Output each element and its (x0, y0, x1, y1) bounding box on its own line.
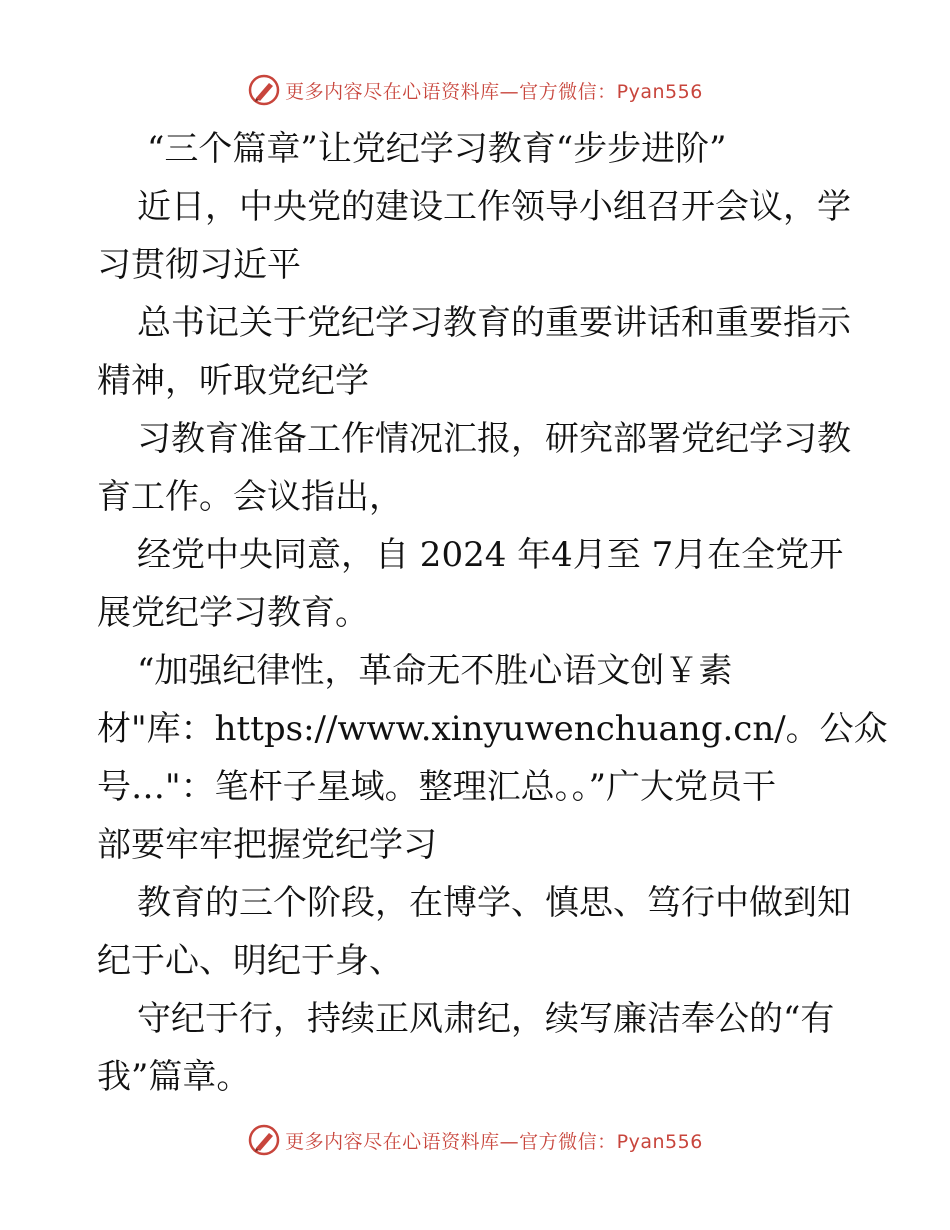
watermark-text: 更多内容尽在心语资料库—官方微信：Pyan556 (285, 80, 703, 103)
paragraph-line: 育工作。会议指出， (97, 477, 403, 517)
paragraph (97, 526, 857, 642)
paragraph (97, 642, 888, 874)
document-body (97, 120, 888, 1106)
paragraph-line: 总书记关于党纪学习教育的重要讲话和重要指示 (137, 303, 851, 343)
paragraph (97, 178, 857, 294)
paragraph (97, 990, 857, 1106)
paragraph (97, 294, 857, 410)
paragraph (97, 874, 857, 990)
paragraph-line: 精神，听取党纪学 (97, 361, 369, 401)
pen-logo-icon (247, 1123, 281, 1157)
pen-logo-icon (247, 73, 281, 107)
paragraph (97, 410, 857, 526)
paragraph-line: 经党中央同意，自 2024 年4月至 7月在全党开 (137, 535, 844, 575)
paragraph-line: 习教育准备工作情况汇报，研究部署党纪学习教 (137, 419, 851, 459)
paragraph-line: 守纪于行，持续正风肃纪，续写廉洁奉公的“有 (137, 999, 835, 1039)
paragraph-line: 近日，中央党的建设工作领导小组召开会议，学 (137, 187, 851, 227)
document-title: “三个篇章”让党纪学习教育“步步进阶” (147, 129, 727, 169)
paragraph-line: 我”篇章。 (97, 1057, 251, 1097)
paragraph-line: 材"库：https://www.xinyuwenchuang.cn/。公众 (97, 709, 888, 749)
paragraph-line: 习贯彻习近平 (97, 245, 301, 285)
watermark-header (0, 70, 950, 110)
paragraph-line: “加强纪律性，革命无不胜心语文创￥素 (137, 651, 733, 691)
paragraph-line: 部要牢牢把握党纪学习 (97, 825, 437, 865)
watermark-text: 更多内容尽在心语资料库—官方微信：Pyan556 (285, 1130, 703, 1153)
paragraph-line: 纪于心、明纪于身、 (97, 941, 403, 981)
paragraph-line: 展党纪学习教育。 (97, 593, 369, 633)
paragraph-line: 教育的三个阶段，在博学、慎思、笃行中做到知 (137, 883, 851, 923)
watermark-footer (0, 1120, 950, 1160)
paragraph-line: 号…"：笔杆子星域。整理汇总。。”广大党员干 (97, 767, 777, 807)
